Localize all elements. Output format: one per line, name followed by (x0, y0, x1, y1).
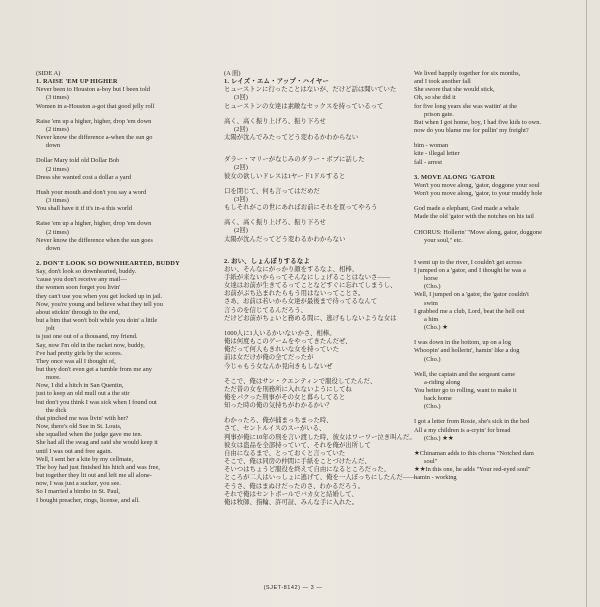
lyric-line: now, I was just a sucker, you see. (36, 480, 121, 488)
stanza-gap (414, 443, 578, 450)
lyric-line: 太陽が沈んでみたってどう変わるかわからない (224, 134, 359, 142)
lyric-line: hamin - working (414, 474, 457, 482)
lyric-line: (Cho.) ★ (424, 324, 448, 332)
lyric-line: 太陽が沈んだってどう変わるかわからない (224, 235, 346, 243)
lyric-line: (SIDE A) (36, 70, 61, 77)
lyrics-column-english-continued (414, 70, 578, 483)
stanza-gap (414, 135, 578, 142)
lyric-line: ★★In this one, he adds "Your red-eyed soul" (414, 466, 531, 474)
lyric-line: down (46, 142, 61, 150)
lyric-line: just to keep an old mull out a the stir (36, 390, 130, 398)
stanza-gap (224, 181, 394, 188)
lyric-line: ★Chinaman adds to this chorus "Notched dam (414, 449, 534, 457)
lyric-line: about stickin' through to the end, (36, 308, 120, 316)
lyric-line: 前は女だけが俺の全てだったが (224, 354, 314, 362)
lyric-line: You better go to rolling, want to make it (414, 387, 517, 394)
stanza-gap (224, 142, 394, 149)
lyric-line: now do you blame me for pullin' my freight? (414, 127, 529, 135)
lyric-line: Won't you move along, 'gator, to your muddy hole (414, 190, 543, 198)
stanza-gap (224, 111, 394, 118)
lyric-line: I grabbed me a club, Lord, beat the hell out (414, 307, 525, 315)
stanza-gap (414, 411, 578, 418)
lyric-line: the dick (46, 406, 67, 414)
lyric-line: soul" (424, 458, 438, 466)
lyric-line: I jumped on a 'gator, and I thought he was a (414, 266, 526, 274)
lyric-line: but together they lit out and left me all alone- (36, 472, 152, 480)
lyric-line: Raise 'em up a higher, higher, drop 'em down (36, 220, 152, 228)
stanza-gap (36, 213, 204, 220)
lyric-line: わかったろ、俺が捕まっちまった時、 (224, 417, 333, 425)
lyric-line: a-riding along (424, 378, 461, 386)
lyric-line: Won't you move along, 'gator, doggone your soul (414, 181, 540, 189)
lyric-line: until I was out and free again. (36, 447, 113, 455)
lyric-line: Never know the difference when the sun goes (36, 236, 153, 244)
stanza-gap (414, 332, 578, 339)
lyric-line: 判事が俺に10年の刑を言い渡した時、彼女はワーワー泣き叫んだ。 (224, 433, 416, 441)
lyric-line: She swore that she would stick, (414, 86, 495, 94)
lyric-line: They once was all I thought of, (36, 357, 116, 365)
lyric-line: CHORUS: Hollerin' "Move along, gator, doggone (414, 228, 542, 236)
lyric-line: (3 times) (46, 197, 69, 205)
lyric-line: Never been to Houston a-boy but I been told (36, 86, 150, 94)
stanza-gap (36, 182, 204, 189)
lyric-line: (3回) (234, 195, 248, 203)
lyric-line: Say, now I'm old in the racket now, buddy, (36, 341, 145, 349)
lyric-line: 高く、高く振り上げろ、振り下ろせ (224, 117, 326, 125)
lyric-line: 俺は何度もこのゲームをやってきたんだぜ、 (224, 338, 352, 346)
lyric-line: is just one out of a thousand, my friend. (36, 333, 138, 341)
lyric-line: 自由になるまで、とっておくと言っていた (224, 449, 346, 457)
lyric-line: prison gate. (424, 110, 454, 118)
lyric-line: but they don't even get a tumble from me any (36, 366, 152, 373)
lyric-line: お前がぶち込まれたらもう用はないってことさ。 (224, 290, 365, 298)
lyric-line: もしそれがこの世にあればお前にそれを買ってやろう (224, 204, 378, 212)
lyric-line: that pinched me was livin' with her? (36, 414, 129, 422)
lyric-line: bim - woman (414, 142, 449, 150)
lyric-line: Women in a-Houston a-got that good jelly roll (36, 102, 155, 110)
lyric-line: more. (46, 374, 61, 382)
lyric-line: (2 times) (46, 125, 69, 133)
lyric-line: they can't use you when you get locked up in jail. (36, 292, 163, 300)
lyric-line: I went up to the river, I couldn't get across (414, 258, 522, 266)
lyric-line: ヒューストンの女達は素敵なセックスを持っているって (224, 102, 384, 110)
stanza-gap (414, 364, 578, 371)
lyric-line: ヒューストンに行ったことはないが、だけど話は聞いていた (224, 86, 397, 94)
lyric-line: kite - illegal letter (414, 150, 460, 158)
lyric-line: but don't you think I was sick when I found out (36, 398, 157, 406)
lyric-line: Dress she wanted cost a dollar a yard (36, 173, 131, 181)
lyric-line: Well, the captain and the sergeant came (414, 370, 516, 378)
lyric-line: So I married a bimbo in St. Paul, (36, 488, 120, 496)
lyric-line: だけどお前がちょいと務める間に、逃げもしないような女は (224, 314, 397, 322)
lyric-line: そこで、俺は同房の仲間に手紙をことづけたんだ、 (224, 458, 371, 466)
lyric-line: 口を閉じて、何も言ってはだめだ (224, 187, 320, 195)
lyric-line: さあ、お前は若いから女達が最後まで待ってるなんて (224, 298, 378, 306)
lyric-line: swim (424, 299, 438, 307)
lyric-line: Raise 'em up a higher, higher, drop 'em down (36, 117, 152, 125)
stanza-gap (414, 222, 578, 229)
lyrics-column-japanese-side-a (224, 70, 416, 507)
lyric-line: The boy had just finished his hitch and was free, (36, 463, 160, 471)
lyric-line: jolt (46, 325, 55, 333)
lyric-line: (3回) (234, 94, 248, 102)
lyric-line: All a my children is a-cryin' for bread (414, 426, 511, 434)
lyric-line: God made a elephant, God made a whale (414, 205, 520, 213)
lyric-line: 言うのを信じてるんだろう、 (224, 306, 308, 314)
stanza-gap (224, 323, 394, 330)
lyric-line: (2 times) (46, 228, 69, 236)
stanza-gap (36, 150, 204, 157)
lyric-line: 手紙が来ないからってそんなにしょげることはないさ—— (224, 273, 391, 281)
lyric-line: and I took another fall (414, 78, 471, 86)
stanza-gap (414, 252, 578, 259)
lyric-line: Well, I jumped on a 'gator, the 'gator couldn't (414, 291, 529, 299)
lyric-line: そいつはちょうど服役を終えて自由になるところだった、 (224, 466, 391, 474)
lyric-line: 'cause you don't receive any mail— (36, 276, 127, 284)
lyric-line: ところが二人はいっしょに逃げて、俺を一人ぼっちにしたんだ—— (224, 474, 416, 482)
lyric-line: そこで、俺はサン・クエンティンで服役してたんだ、 (224, 377, 377, 385)
lyric-line: Made the old 'gator with the notches on his tail (414, 213, 534, 221)
lyric-line: 1000人に1人いるかいないかさ、相棒。 (224, 329, 336, 337)
lyric-line: 高く、高く振り上げろ、振り下ろせ (224, 219, 326, 227)
stanza-gap (224, 251, 394, 258)
lyric-line: 俺は牧師、指輪、許可証、みんな手に入れた。 (224, 498, 359, 506)
lyric-line: I was down in the bottom, up on a log (414, 339, 511, 347)
lyric-line: the women soon forget you livin' (36, 284, 121, 292)
song-title: 1. RAISE 'EM UP HIGHER (36, 78, 118, 86)
lyric-line: I've had pretty girls by the scores. (36, 349, 123, 357)
lyric-line: (2回) (234, 164, 248, 172)
lyric-line: Now, I did a hitch in San Quentin, (36, 382, 124, 390)
lyric-line: She had all the swag and said she would keep it (36, 439, 158, 447)
lyric-line: But when I got home, boy, I had five kids to own. (414, 118, 542, 126)
lyric-line: 知った時の俺の気持ちがわかるかい？ (224, 402, 333, 410)
lyric-line: I got a letter from Rosie, she's sick in the bed (414, 418, 530, 426)
lyric-line: Well, I sent her a kite by my cellmate, (36, 455, 134, 463)
lyric-line: Dollar Mary told old Dollar Bob (36, 157, 120, 165)
lyric-line: (Cho.) ★★ (424, 434, 454, 442)
lyric-line: We lived happily together for six months, (414, 70, 521, 77)
lyric-line: それで俺はセントポールでバカ女と結婚して、 (224, 490, 358, 498)
lyric-line: (2回) (234, 227, 248, 235)
stanza-gap (414, 245, 578, 252)
lyric-line: a him (424, 315, 439, 323)
song-title: 1. レイズ・エム・アップ・ハイヤー (224, 78, 330, 86)
lyric-line: (2 times) (46, 165, 69, 173)
stanza-gap (224, 371, 394, 378)
stanza-gap (36, 253, 204, 260)
lyric-line: down (46, 244, 61, 252)
lyric-line: (Cho.) (424, 283, 441, 291)
song-title: 2. DON'T LOOK SO DOWNHEARTED, BUDDY (36, 259, 180, 267)
lyric-line: Oh, so she did it (414, 94, 456, 102)
lyric-line: (Cho.) (424, 403, 441, 411)
lyric-line: 女達はお前が生きてるってことなどすぐに忘れてしまうし、 (224, 282, 397, 290)
lyric-line: おい、そんなにがっかり顔をするなよ、相棒、 (224, 265, 359, 273)
song-title: 2. おい、しょんぼりするなよ (224, 257, 311, 265)
lyric-line: さて、セントルイスのスーがいる、 (224, 425, 326, 433)
stanza-gap (224, 244, 394, 251)
lyric-line: but a bim that won't bolt while you doin' a little (36, 317, 158, 325)
stanza-gap (414, 167, 578, 174)
lyric-line: You shall have it if it's in-a this world (36, 205, 133, 213)
stanza-gap (36, 111, 204, 118)
lyric-line: for five long years she was waitin' at the (414, 102, 518, 110)
lyric-line: そうさ、俺はまぬけだったのさ、わかるだろう。 (224, 482, 365, 490)
lyric-line: 今じゃもう女なんか見向きもしないぜ (224, 362, 333, 370)
lyric-line: Now, there's old Sue in St. Louis, (36, 423, 122, 431)
song-title: 3. MOVE ALONG 'GATOR (414, 173, 496, 181)
lyric-line: fall - arrest (414, 158, 443, 166)
lyric-line: Say, don't look so downhearted, buddy. (36, 268, 137, 276)
lyric-line: ただ昔の女を刑務所に入れないようにしてね (224, 385, 352, 393)
lyric-line: (3 times) (46, 94, 69, 102)
lyric-line: she squalled when the judge gave me ten. (36, 431, 143, 439)
lyric-line: your soul," etc. (424, 236, 463, 244)
lyric-line: (A 面) (224, 70, 241, 77)
lyric-line: I bought preacher, rings, license, and all. (36, 496, 140, 504)
lyrics-column-english-side-a (36, 70, 204, 505)
lyric-line: Hush your mouth and don't you say a word (36, 188, 147, 196)
lyric-line: (2回) (234, 125, 248, 133)
lyric-line: Now, you're young and believe what they tell you (36, 300, 163, 308)
lyric-line: 彼女は盗品を全部持っていて、それを俺が出所して (224, 441, 371, 449)
lyric-line: horse (424, 275, 438, 283)
lyric-line: back home (424, 395, 452, 403)
lyric-line: (Cho.) (424, 355, 441, 363)
lyric-line: 俺をパクった刑事がその女と暮らしてると (224, 394, 346, 401)
lyric-line: 彼女の欲しいドレスは1ヤード1ドルすると (224, 172, 346, 180)
lyric-line: Never know the difference a-when the sun go (36, 134, 153, 142)
lyric-line: Whoopin' and hollerin', hamin' like a dog (414, 347, 520, 355)
catalog-page-number: (SJET-8142) — 3 — (263, 585, 323, 591)
lyric-line: ダラー・マリーがなじみのダラー・ボブに話した (224, 156, 365, 164)
lyric-line: 俺だって何人もきれいな女を持っていた (224, 346, 340, 354)
stanza-gap (414, 198, 578, 205)
